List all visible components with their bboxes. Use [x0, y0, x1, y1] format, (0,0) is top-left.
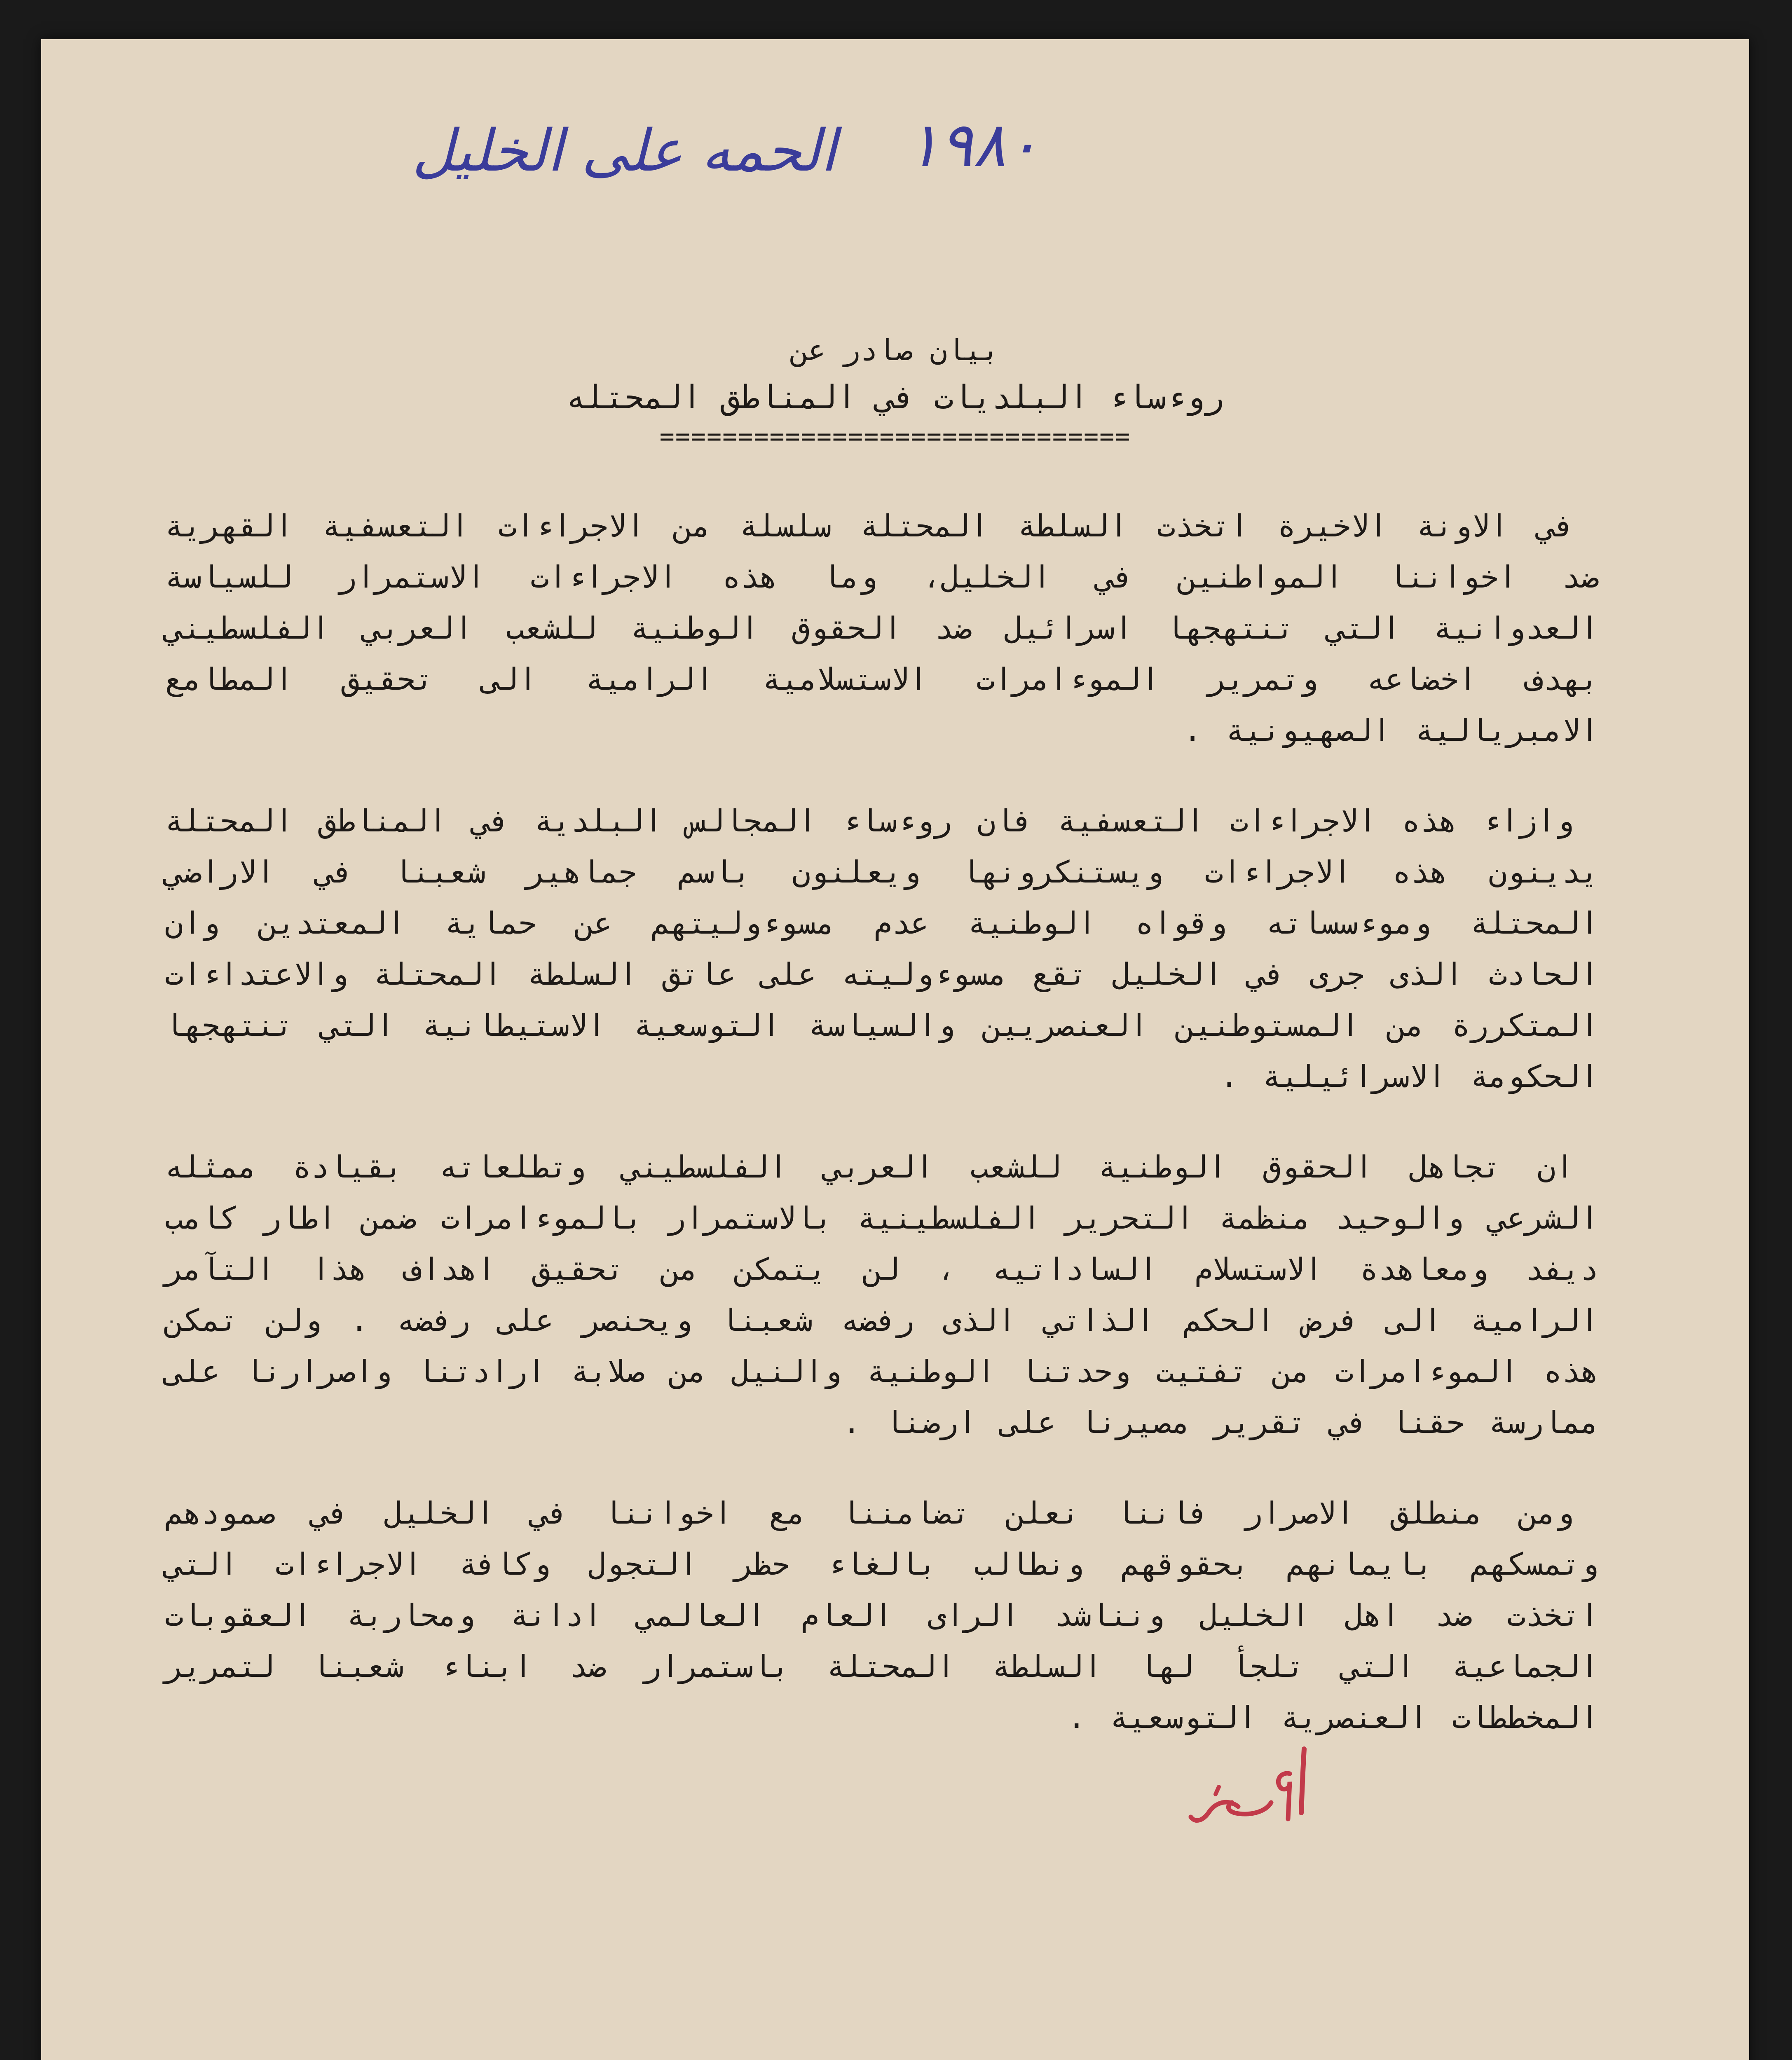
paragraph-2: وازاء هذه الاجراءات التعسفية فان روءساء المجالس البلدية في المناطق المحتلة يدينون هذه الاجراءات ويستنكرونها ويعلنون باسم جماهير شعبنا في الاراضي المحتلة وموءسساته وقواه الوطنية عدم مسوءوليتهم عن حماية المعتدين وان الحادث الذى جرى في الخليل تقع مسوءوليته على عاتق السلطة المحتلة والاعتداءات المتكررة من المستوطنين العنصريين والسياسة التوسعية الاستيطانية التي تنتهجها الحكومة الاسرائيلية .: [165, 803, 1599, 1094]
paragraph-1: في الاونة الاخيرة اتخذت السلطة المحتلة سلسلة من الاجراءات التعسفية القهرية ضد اخواننا المواطنين في الخليل، وما هذه الاجراءات الاستمرار للسياسة العدوانية التي تنتهجها اسرائيل ضد الحقوق الوطنية للشعب العربي الفلسطيني بهدف اخضاعه وتمرير الموءامرات الاستسلامية الرامية الى تحقيق المطامع الامبريالية الصهيونية .: [165, 508, 1599, 748]
paragraph-4: ومن منطلق الاصرار فاننا نعلن تضامننا مع اخواننا في الخليل في صمودهم وتمسكهم بايمانهم بحقوقهم ونطالب بالغاء حظر التجول وكافة الاجراءات التي اتخذت ضد اهل الخليل ونناشد الراى العام العالمي ادانة ومحاربة العقوبات الجماعية التي تلجأ لها السلطة المحتلة باستمرار ضد ابناء شعبنا لتمرير المخططات العنصرية التوسعية .: [165, 1496, 1599, 1735]
document-header: [41, 328, 1749, 451]
handwritten-annotation: [412, 93, 1236, 200]
header-rule: ==============================: [659, 422, 1131, 451]
document-body: [165, 501, 1599, 1783]
handwritten-note: الحمه على الخليل: [412, 117, 837, 185]
handwritten-year: ١٩٨٠: [907, 109, 1040, 181]
header-line-2: روءساء البلديات في المناطق المحتله: [566, 379, 1224, 416]
document-page: [41, 39, 1749, 2060]
header-line-1: بيان صادر عن: [791, 333, 1000, 367]
paragraph-3: ان تجاهل الحقوق الوطنية للشعب العربي الفلسطيني وتطلعاته بقيادة ممثله الشرعي والوحيد منظمة التحرير الفلسطينية بالاستمرار بالموءامرات ضمن اطار كامب ديفد ومعاهدة الاستسلام الساداتيه ، لن يتمكن من تحقيق اهداف هذا التآمر الرامية الى فرض الحكم الذاتي الذى رفضه شعبنا ويحنصر على رفضه . ولن تمكن هذه الموءامرات من تفتيت وحدتنا الوطنية والنيل من صلابة ارادتنا واصرارنا على ممارسة حقنا في تقرير مصيرنا على ارضنا .: [165, 1149, 1599, 1440]
handwritten-signature: [1187, 1741, 1310, 1835]
